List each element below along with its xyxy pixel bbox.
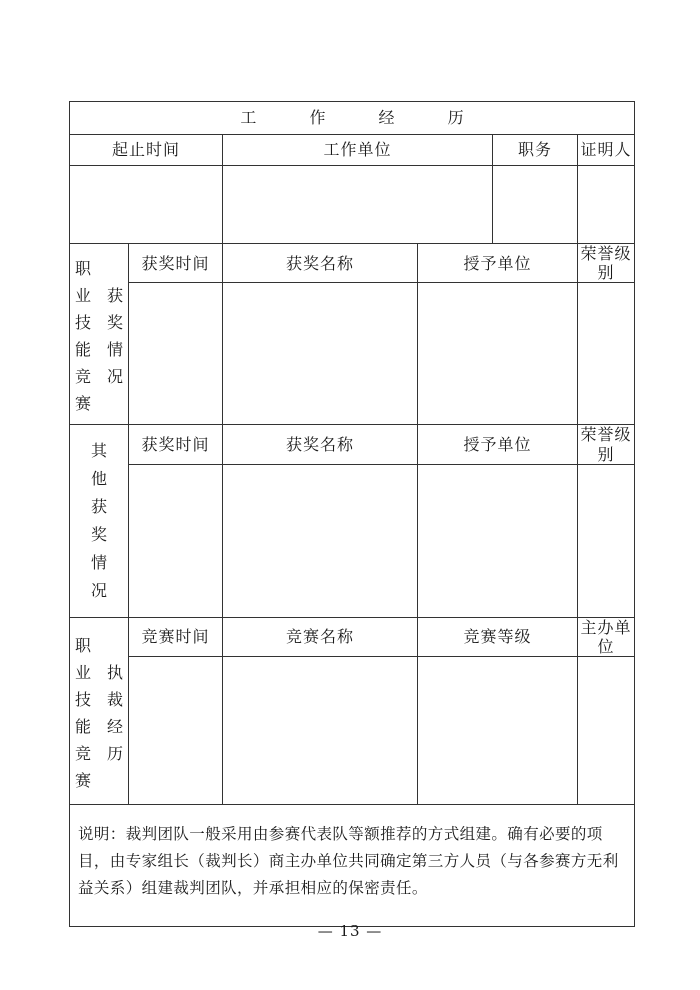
referee-competition-name-cell[interactable] [223,657,418,805]
header-competition-level: 竞赛等级 [418,617,578,656]
referee-history-label [70,617,129,804]
skill-award-unit-cell[interactable] [418,283,578,425]
header-competition-time: 竞赛时间 [129,617,223,656]
referee-competition-time-cell[interactable] [129,657,223,805]
other-award-level-cell[interactable] [578,464,635,617]
work-history-title: 工 作 经 历 [70,102,635,135]
skill-awards-header-row [70,244,635,283]
work-history-position-cell[interactable] [493,166,578,244]
referee-history-label-char: 执 [106,662,123,682]
skill-awards-label-char: 情 [106,340,123,360]
header-start-end-time: 起止时间 [70,135,223,166]
work-history-witness-cell[interactable] [578,166,635,244]
header-granting-unit: 授予单位 [418,244,578,283]
skill-awards-label-char: 况 [106,367,123,387]
referee-organizer-cell[interactable] [578,657,635,805]
header-position: 职务 [493,135,578,166]
skill-awards-label-char: 奖 [106,313,123,333]
referee-form-table [69,101,635,927]
other-awards-header-row [70,425,635,464]
skill-award-time-cell[interactable] [129,283,223,425]
header-work-unit: 工作单位 [223,135,493,166]
referee-history-label-char: 竞 [74,743,91,763]
skill-awards-label [70,244,129,425]
header-award-time: 获奖时间 [129,244,223,283]
skill-award-level-cell[interactable] [578,283,635,425]
header-witness: 证明人 [578,135,635,166]
other-awards-label-char: 情 [90,553,107,573]
header-award-time: 获奖时间 [129,425,223,464]
other-awards-label-char: 他 [90,469,107,489]
other-award-name-cell[interactable] [223,464,418,617]
referee-competition-level-cell[interactable] [418,657,578,805]
skill-award-name-cell[interactable] [223,283,418,425]
work-history-unit-cell[interactable] [223,166,493,244]
referee-history-label-char: 业 [74,662,91,682]
skill-awards-label-char: 竞 [74,367,91,387]
header-honor-level: 荣誉级别 [578,244,635,283]
skill-awards-entry-row [70,283,635,425]
work-history-header-row [70,135,635,166]
other-award-time-cell[interactable] [129,464,223,617]
note-text: 说明：裁判团队一般采用由参赛代表队等额推荐的方式组建。确有必要的项目，由专家组长（裁判长）商主办单位共同确定第三方人员（与各参赛方无利益关系）组建裁判团队，并承担相应的保密责任。 [70,805,635,927]
referee-history-label-char: 能 [74,716,91,736]
header-organizer: 主办单位 [578,617,635,656]
work-history-time-cell[interactable] [70,166,223,244]
referee-history-label-char: 经 [106,716,123,736]
header-honor-level: 荣誉级别 [578,425,635,464]
other-awards-label [70,425,129,617]
referee-history-label-char: 裁 [106,689,123,709]
referee-history-label-char: 技 [74,689,91,709]
referee-history-header-row [70,617,635,656]
page-number: — 13 — [317,922,383,940]
skill-awards-label-char: 职 [74,259,91,279]
header-award-name: 获奖名称 [223,244,418,283]
skill-awards-label-char: 能 [74,340,91,360]
other-awards-label-char: 况 [90,581,107,601]
referee-history-label-char: 历 [106,743,123,763]
note-row [70,805,635,927]
work-history-entry-row [70,166,635,244]
other-awards-label-char: 其 [90,441,107,461]
referee-history-label-char: 职 [74,635,91,655]
work-history-title-row [70,102,635,135]
other-award-unit-cell[interactable] [418,464,578,617]
referee-history-label-char: 赛 [74,770,91,790]
header-competition-name: 竞赛名称 [223,617,418,656]
referee-history-entry-row [70,657,635,805]
other-awards-label-char: 奖 [90,525,107,545]
other-awards-label-char: 获 [90,497,107,517]
other-awards-entry-row [70,464,635,617]
skill-awards-label-char: 业 [74,286,91,306]
skill-awards-label-char: 技 [74,313,91,333]
header-granting-unit: 授予单位 [418,425,578,464]
skill-awards-label-char: 获 [106,286,123,306]
skill-awards-label-char: 赛 [74,394,91,414]
header-award-name: 获奖名称 [223,425,418,464]
